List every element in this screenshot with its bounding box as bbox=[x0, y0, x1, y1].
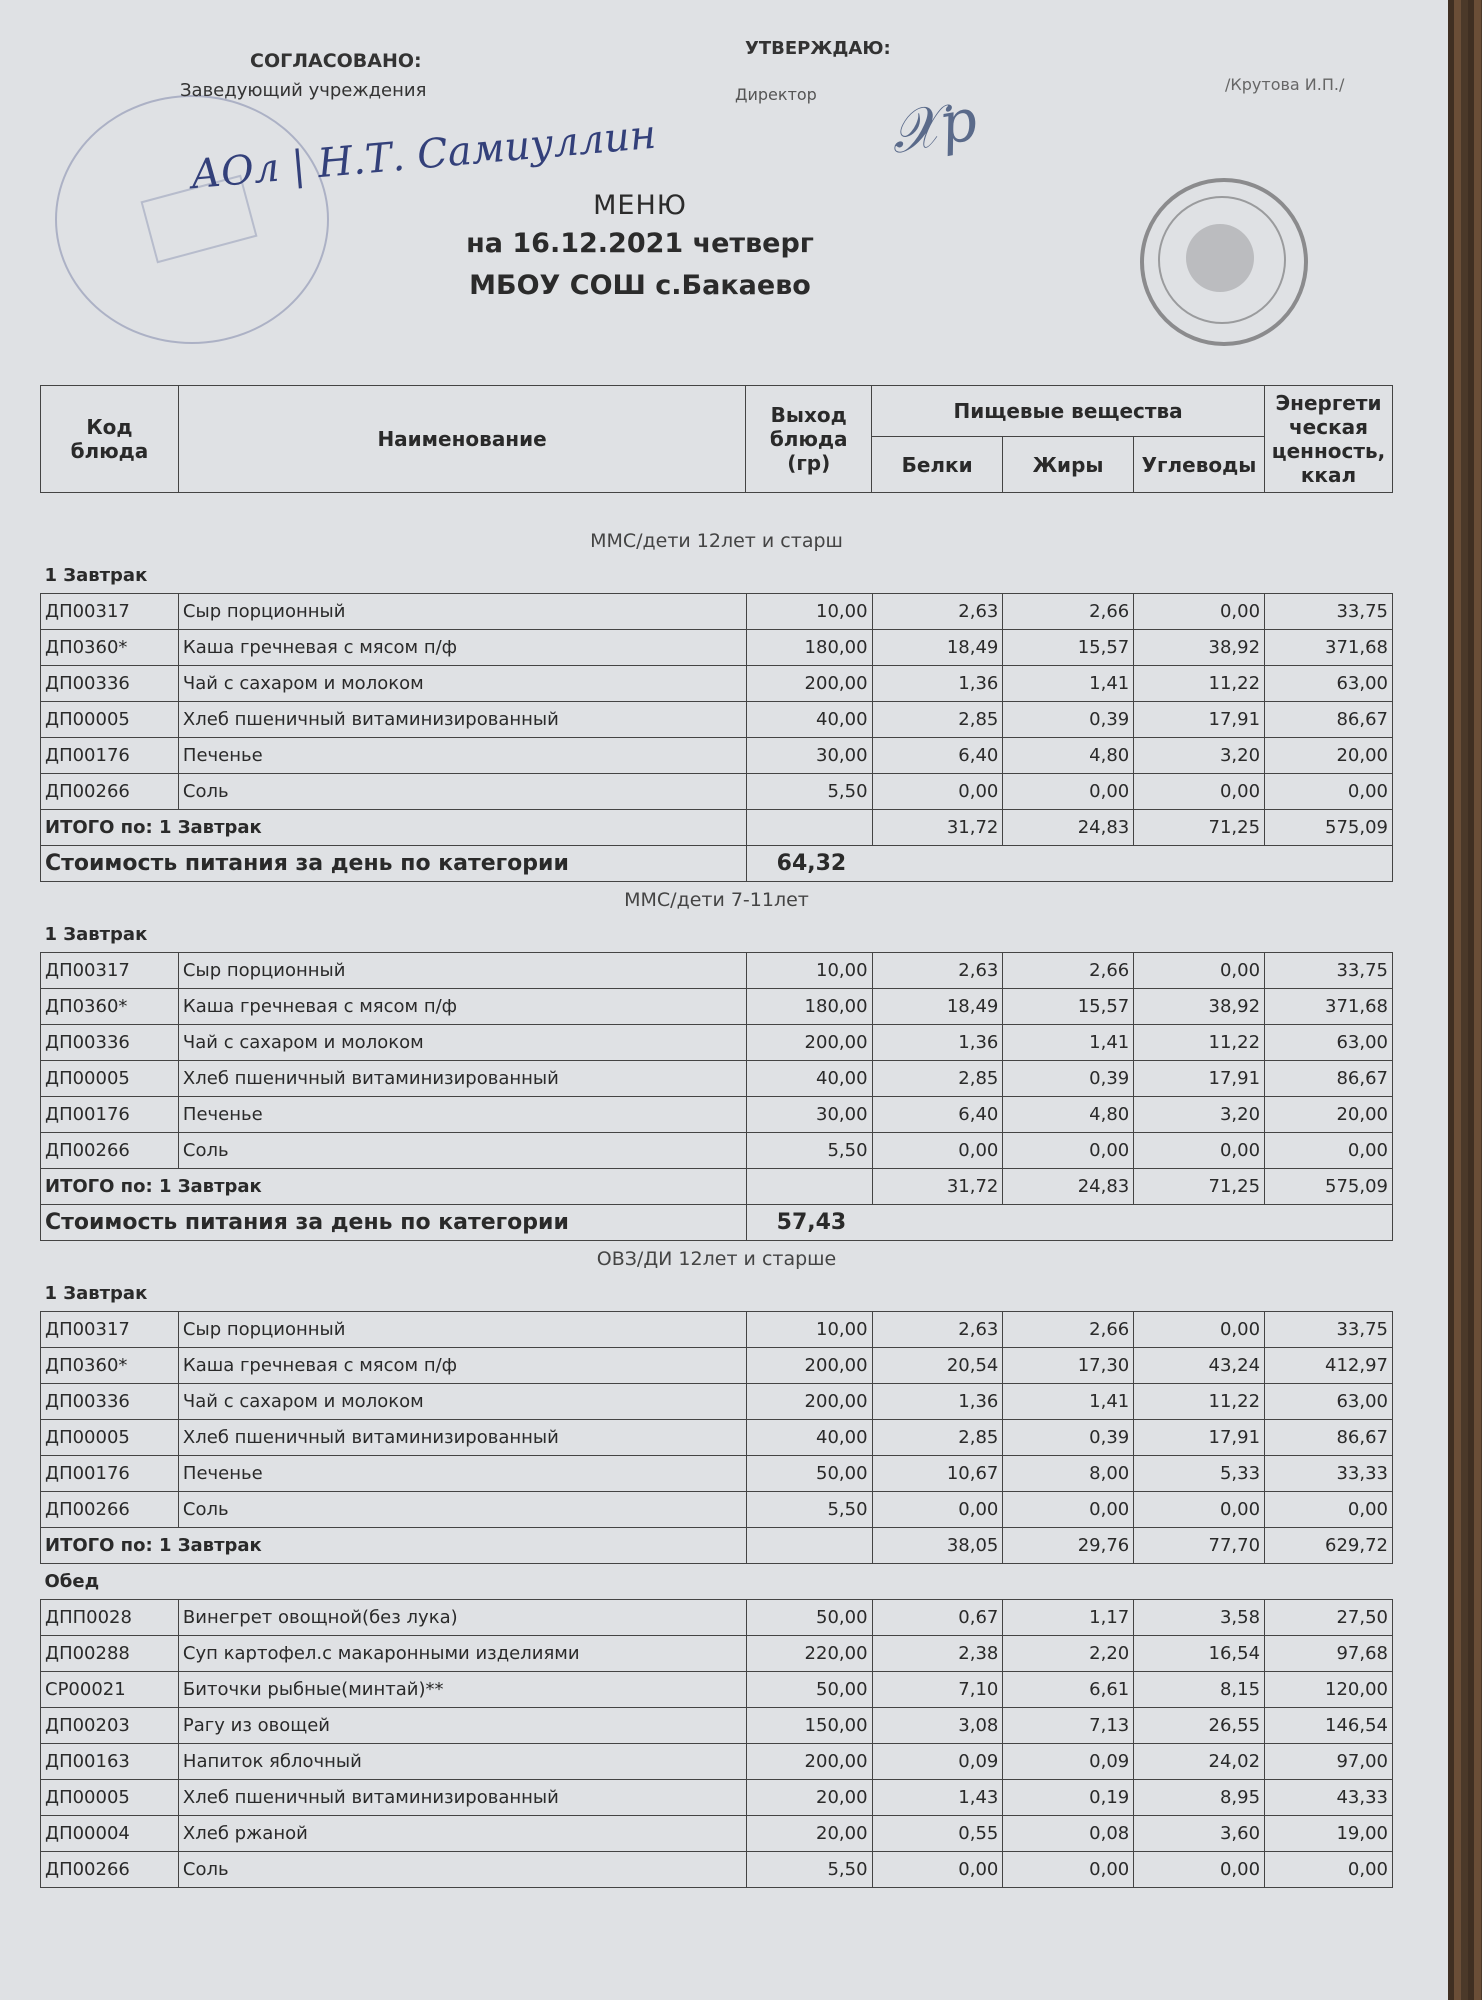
dish-fats: 2,20 bbox=[1003, 1636, 1134, 1672]
dish-energy: 120,00 bbox=[1265, 1672, 1393, 1708]
dish-yield: 180,00 bbox=[746, 989, 872, 1025]
cost-row bbox=[41, 1205, 1393, 1241]
dish-code: ДП00266 bbox=[41, 774, 179, 810]
dish-code: ДП00005 bbox=[41, 1061, 179, 1097]
category-row bbox=[41, 1241, 1393, 1277]
dish-yield: 30,00 bbox=[746, 738, 872, 774]
dish-yield: 150,00 bbox=[746, 1708, 872, 1744]
meal-row bbox=[41, 558, 1393, 594]
dish-proteins: 1,43 bbox=[872, 1780, 1003, 1816]
dish-energy: 63,00 bbox=[1265, 1025, 1393, 1061]
dish-yield: 50,00 bbox=[746, 1456, 872, 1492]
dish-name: Суп картофел.с макаронными изделиями bbox=[178, 1636, 746, 1672]
total-value: 77,70 bbox=[1134, 1528, 1265, 1564]
dish-proteins: 2,63 bbox=[872, 594, 1003, 630]
dish-name: Чай с сахаром и молоком bbox=[178, 1025, 746, 1061]
wooden-table-edge bbox=[1448, 0, 1482, 2000]
dish-yield: 40,00 bbox=[746, 1420, 872, 1456]
dish-code: ДП00176 bbox=[41, 1097, 179, 1133]
meal-title: 1 Завтрак bbox=[44, 924, 148, 945]
dish-proteins: 2,85 bbox=[872, 1420, 1003, 1456]
dish-yield: 200,00 bbox=[746, 1384, 872, 1420]
dish-energy: 33,75 bbox=[1265, 1312, 1393, 1348]
total-value: 71,25 bbox=[1134, 810, 1265, 846]
school-name: МБОУ СОШ с.Бакаево bbox=[469, 270, 811, 301]
dish-carbs: 17,91 bbox=[1134, 702, 1265, 738]
dish-energy: 0,00 bbox=[1265, 1492, 1393, 1528]
table-row bbox=[41, 1672, 1393, 1708]
dish-fats: 6,61 bbox=[1003, 1672, 1134, 1708]
dish-carbs: 3,58 bbox=[1134, 1600, 1265, 1636]
meal-row bbox=[41, 1276, 1393, 1312]
dish-code: ДП00336 bbox=[41, 666, 179, 702]
cost-label: Стоимость питания за день по категории bbox=[41, 1205, 747, 1241]
dish-fats: 15,57 bbox=[1003, 630, 1134, 666]
table-row bbox=[41, 1348, 1393, 1384]
dish-name: Соль bbox=[178, 1852, 746, 1888]
table-row bbox=[41, 1025, 1393, 1061]
col-carbs: Углеводы bbox=[1133, 437, 1264, 493]
table-row bbox=[41, 1312, 1393, 1348]
agreed-title: СОГЛАСОВАНО: bbox=[250, 50, 422, 72]
dish-code: ДП0360* bbox=[41, 1348, 179, 1384]
dish-proteins: 18,49 bbox=[872, 630, 1003, 666]
agreed-role: Заведующий учреждения bbox=[180, 80, 427, 101]
dish-yield: 5,50 bbox=[746, 774, 872, 810]
dish-carbs: 11,22 bbox=[1134, 666, 1265, 702]
dish-energy: 86,67 bbox=[1265, 1420, 1393, 1456]
dish-energy: 412,97 bbox=[1265, 1348, 1393, 1384]
dish-fats: 0,09 bbox=[1003, 1744, 1134, 1780]
dish-energy: 0,00 bbox=[1265, 774, 1393, 810]
dish-carbs: 38,92 bbox=[1134, 630, 1265, 666]
dish-yield: 220,00 bbox=[746, 1636, 872, 1672]
dish-name: Каша гречневая с мясом п/ф bbox=[178, 989, 746, 1025]
table-row bbox=[41, 1097, 1393, 1133]
dish-carbs: 3,20 bbox=[1134, 1097, 1265, 1133]
cost-label: Стоимость питания за день по категории bbox=[41, 846, 747, 882]
dish-name: Хлеб пшеничный витаминизированный bbox=[178, 702, 746, 738]
dish-name: Чай с сахаром и молоком bbox=[178, 1384, 746, 1420]
total-value: 575,09 bbox=[1265, 810, 1393, 846]
table-row bbox=[41, 1492, 1393, 1528]
dish-energy: 20,00 bbox=[1265, 1097, 1393, 1133]
dish-carbs: 5,33 bbox=[1134, 1456, 1265, 1492]
total-label: ИТОГО по: 1 Завтрак bbox=[41, 810, 747, 846]
dish-yield: 200,00 bbox=[746, 1348, 872, 1384]
dish-fats: 0,19 bbox=[1003, 1780, 1134, 1816]
approve-role: Директор bbox=[735, 85, 817, 104]
dish-name: Печенье bbox=[178, 738, 746, 774]
dish-yield: 200,00 bbox=[746, 666, 872, 702]
dish-code: ДП00336 bbox=[41, 1384, 179, 1420]
table-row bbox=[41, 702, 1393, 738]
dish-proteins: 0,00 bbox=[872, 1133, 1003, 1169]
meal-title: Обед bbox=[44, 1571, 100, 1592]
dish-carbs: 11,22 bbox=[1134, 1025, 1265, 1061]
dish-name: Сыр порционный bbox=[178, 594, 746, 630]
dish-energy: 371,68 bbox=[1265, 630, 1393, 666]
dish-name: Биточки рыбные(минтай)** bbox=[178, 1672, 746, 1708]
dish-proteins: 0,00 bbox=[872, 1852, 1003, 1888]
table-row bbox=[41, 1816, 1393, 1852]
total-value: 575,09 bbox=[1265, 1169, 1393, 1205]
total-yield-empty bbox=[746, 810, 872, 846]
dish-energy: 33,33 bbox=[1265, 1456, 1393, 1492]
dish-proteins: 2,63 bbox=[872, 953, 1003, 989]
table-row bbox=[41, 1061, 1393, 1097]
col-yield: Выход блюда (гр) bbox=[746, 386, 872, 493]
dish-carbs: 3,20 bbox=[1134, 738, 1265, 774]
total-value: 24,83 bbox=[1003, 1169, 1134, 1205]
total-value: 31,72 bbox=[872, 1169, 1003, 1205]
table-row bbox=[41, 1420, 1393, 1456]
dish-fats: 2,66 bbox=[1003, 1312, 1134, 1348]
meal-row bbox=[41, 917, 1393, 953]
dish-energy: 33,75 bbox=[1265, 594, 1393, 630]
category-title: ММС/дети 7-11лет bbox=[624, 888, 809, 911]
dish-carbs: 24,02 bbox=[1134, 1744, 1265, 1780]
dish-fats: 17,30 bbox=[1003, 1348, 1134, 1384]
dish-energy: 33,75 bbox=[1265, 953, 1393, 989]
dish-energy: 63,00 bbox=[1265, 1384, 1393, 1420]
dish-fats: 0,39 bbox=[1003, 1061, 1134, 1097]
dish-carbs: 0,00 bbox=[1134, 1312, 1265, 1348]
dish-code: ДП00163 bbox=[41, 1744, 179, 1780]
dish-yield: 10,00 bbox=[746, 594, 872, 630]
table-row bbox=[41, 1744, 1393, 1780]
dish-yield: 30,00 bbox=[746, 1097, 872, 1133]
dish-proteins: 1,36 bbox=[872, 1384, 1003, 1420]
table-row bbox=[41, 1600, 1393, 1636]
dish-code: ДП0360* bbox=[41, 630, 179, 666]
dish-fats: 0,00 bbox=[1003, 1492, 1134, 1528]
dish-name: Рагу из овощей bbox=[178, 1708, 746, 1744]
dish-yield: 40,00 bbox=[746, 702, 872, 738]
dish-energy: 20,00 bbox=[1265, 738, 1393, 774]
dish-code: ДП0360* bbox=[41, 989, 179, 1025]
dish-carbs: 16,54 bbox=[1134, 1636, 1265, 1672]
dish-fats: 1,41 bbox=[1003, 666, 1134, 702]
dish-fats: 4,80 bbox=[1003, 738, 1134, 774]
dish-yield: 10,00 bbox=[746, 1312, 872, 1348]
dish-energy: 97,68 bbox=[1265, 1636, 1393, 1672]
dish-proteins: 6,40 bbox=[872, 738, 1003, 774]
dish-proteins: 0,00 bbox=[872, 774, 1003, 810]
dish-yield: 180,00 bbox=[746, 630, 872, 666]
total-value: 24,83 bbox=[1003, 810, 1134, 846]
dish-code: ДП00005 bbox=[41, 702, 179, 738]
dish-name: Каша гречневая с мясом п/ф bbox=[178, 630, 746, 666]
dish-name: Соль bbox=[178, 774, 746, 810]
dish-fats: 0,00 bbox=[1003, 1133, 1134, 1169]
dish-proteins: 0,55 bbox=[872, 1816, 1003, 1852]
table-row bbox=[41, 953, 1393, 989]
dish-carbs: 0,00 bbox=[1134, 953, 1265, 989]
table-row bbox=[41, 1636, 1393, 1672]
dish-code: ДП00288 bbox=[41, 1636, 179, 1672]
dish-yield: 20,00 bbox=[746, 1816, 872, 1852]
dish-proteins: 7,10 bbox=[872, 1672, 1003, 1708]
dish-energy: 97,00 bbox=[1265, 1744, 1393, 1780]
dish-proteins: 1,36 bbox=[872, 1025, 1003, 1061]
dish-carbs: 17,91 bbox=[1134, 1420, 1265, 1456]
category-title: ММС/дети 12лет и старш bbox=[590, 529, 843, 552]
dish-fats: 1,41 bbox=[1003, 1025, 1134, 1061]
dish-proteins: 2,38 bbox=[872, 1636, 1003, 1672]
total-value: 31,72 bbox=[872, 810, 1003, 846]
table-row bbox=[41, 1852, 1393, 1888]
dish-code: ДП00176 bbox=[41, 738, 179, 774]
dish-code: ДП00266 bbox=[41, 1133, 179, 1169]
dish-energy: 27,50 bbox=[1265, 1600, 1393, 1636]
table-row bbox=[41, 1708, 1393, 1744]
director-name: /Крутова И.П./ bbox=[1225, 75, 1345, 94]
table-row bbox=[41, 594, 1393, 630]
dish-yield: 10,00 bbox=[746, 953, 872, 989]
dish-fats: 1,17 bbox=[1003, 1600, 1134, 1636]
dish-name: Соль bbox=[178, 1492, 746, 1528]
table-row bbox=[41, 989, 1393, 1025]
menu-title: МЕНЮ bbox=[593, 190, 687, 221]
total-value: 71,25 bbox=[1134, 1169, 1265, 1205]
dish-name: Печенье bbox=[178, 1097, 746, 1133]
dish-name: Чай с сахаром и молоком bbox=[178, 666, 746, 702]
dish-fats: 4,80 bbox=[1003, 1097, 1134, 1133]
menu-date: на 16.12.2021 четверг bbox=[466, 228, 814, 259]
column-header-table bbox=[40, 385, 1393, 493]
dish-yield: 5,50 bbox=[746, 1492, 872, 1528]
total-row bbox=[41, 810, 1393, 846]
dish-carbs: 17,91 bbox=[1134, 1061, 1265, 1097]
col-proteins: Белки bbox=[872, 437, 1003, 493]
dish-name: Напиток яблочный bbox=[178, 1744, 746, 1780]
total-row bbox=[41, 1528, 1393, 1564]
dish-yield: 50,00 bbox=[746, 1672, 872, 1708]
dish-carbs: 0,00 bbox=[1134, 594, 1265, 630]
dish-proteins: 0,00 bbox=[872, 1492, 1003, 1528]
dish-name: Винегрет овощной(без лука) bbox=[178, 1600, 746, 1636]
dish-proteins: 3,08 bbox=[872, 1708, 1003, 1744]
category-row bbox=[41, 523, 1393, 558]
dish-carbs: 26,55 bbox=[1134, 1708, 1265, 1744]
menu-table bbox=[40, 523, 1393, 1888]
dish-name: Хлеб ржаной bbox=[178, 1816, 746, 1852]
dish-code: ДП00005 bbox=[41, 1780, 179, 1816]
total-label: ИТОГО по: 1 Завтрак bbox=[41, 1169, 747, 1205]
dish-proteins: 1,36 bbox=[872, 666, 1003, 702]
dish-proteins: 2,85 bbox=[872, 702, 1003, 738]
total-yield-empty bbox=[746, 1169, 872, 1205]
dish-carbs: 11,22 bbox=[1134, 1384, 1265, 1420]
dish-energy: 86,67 bbox=[1265, 1061, 1393, 1097]
dish-fats: 0,08 bbox=[1003, 1816, 1134, 1852]
dish-carbs: 0,00 bbox=[1134, 774, 1265, 810]
col-energy: Энергети ческая ценность, ккал bbox=[1264, 386, 1392, 493]
dish-energy: 0,00 bbox=[1265, 1133, 1393, 1169]
dish-code: ДП00005 bbox=[41, 1420, 179, 1456]
dish-energy: 19,00 bbox=[1265, 1816, 1393, 1852]
agreed-signature: АОл | Н.Т. Самиуллин bbox=[188, 111, 658, 199]
dish-fats: 8,00 bbox=[1003, 1456, 1134, 1492]
col-name: Наименование bbox=[178, 386, 745, 493]
table-row bbox=[41, 1384, 1393, 1420]
dish-carbs: 0,00 bbox=[1134, 1133, 1265, 1169]
dish-name: Печенье bbox=[178, 1456, 746, 1492]
dish-carbs: 43,24 bbox=[1134, 1348, 1265, 1384]
table-row bbox=[41, 1133, 1393, 1169]
dish-name: Хлеб пшеничный витаминизированный bbox=[178, 1780, 746, 1816]
dish-code: ДП00317 bbox=[41, 594, 179, 630]
dish-fats: 2,66 bbox=[1003, 953, 1134, 989]
dish-fats: 2,66 bbox=[1003, 594, 1134, 630]
dish-fats: 0,39 bbox=[1003, 702, 1134, 738]
dish-fats: 7,13 bbox=[1003, 1708, 1134, 1744]
dish-yield: 200,00 bbox=[746, 1744, 872, 1780]
dish-carbs: 8,95 bbox=[1134, 1780, 1265, 1816]
total-row bbox=[41, 1169, 1393, 1205]
dish-proteins: 10,67 bbox=[872, 1456, 1003, 1492]
dish-code: ДП00176 bbox=[41, 1456, 179, 1492]
total-value: 629,72 bbox=[1265, 1528, 1393, 1564]
col-code: Код блюда bbox=[41, 386, 179, 493]
dish-energy: 146,54 bbox=[1265, 1708, 1393, 1744]
table-row bbox=[41, 1456, 1393, 1492]
total-value: 29,76 bbox=[1003, 1528, 1134, 1564]
table-row bbox=[41, 774, 1393, 810]
dish-name: Соль bbox=[178, 1133, 746, 1169]
dish-yield: 50,00 bbox=[746, 1600, 872, 1636]
dish-yield: 5,50 bbox=[746, 1133, 872, 1169]
dish-proteins: 0,09 bbox=[872, 1744, 1003, 1780]
category-row bbox=[41, 882, 1393, 918]
dish-name: Сыр порционный bbox=[178, 953, 746, 989]
dish-energy: 86,67 bbox=[1265, 702, 1393, 738]
dish-yield: 20,00 bbox=[746, 1780, 872, 1816]
director-signature: 𝒳р bbox=[884, 84, 983, 168]
approve-title: УТВЕРЖДАЮ: bbox=[745, 38, 891, 59]
dish-carbs: 8,15 bbox=[1134, 1672, 1265, 1708]
table-row bbox=[41, 666, 1393, 702]
dish-code: СР00021 bbox=[41, 1672, 179, 1708]
dish-proteins: 2,85 bbox=[872, 1061, 1003, 1097]
cost-value: 57,43 bbox=[746, 1205, 1392, 1241]
dish-name: Сыр порционный bbox=[178, 1312, 746, 1348]
dish-yield: 200,00 bbox=[746, 1025, 872, 1061]
dish-carbs: 0,00 bbox=[1134, 1492, 1265, 1528]
dish-carbs: 38,92 bbox=[1134, 989, 1265, 1025]
table-row bbox=[41, 1780, 1393, 1816]
dish-name: Хлеб пшеничный витаминизированный bbox=[178, 1420, 746, 1456]
total-yield-empty bbox=[746, 1528, 872, 1564]
total-value: 38,05 bbox=[872, 1528, 1003, 1564]
table-row bbox=[41, 738, 1393, 774]
dish-code: ДП00317 bbox=[41, 953, 179, 989]
dish-code: ДПП0028 bbox=[41, 1600, 179, 1636]
cost-value: 64,32 bbox=[746, 846, 1392, 882]
dish-proteins: 2,63 bbox=[872, 1312, 1003, 1348]
col-nutrients: Пищевые вещества bbox=[872, 386, 1265, 437]
dish-fats: 1,41 bbox=[1003, 1384, 1134, 1420]
category-title: ОВЗ/ДИ 12лет и старше bbox=[596, 1247, 837, 1270]
dish-carbs: 3,60 bbox=[1134, 1816, 1265, 1852]
dish-energy: 63,00 bbox=[1265, 666, 1393, 702]
dish-code: ДП00336 bbox=[41, 1025, 179, 1061]
meal-title: 1 Завтрак bbox=[44, 565, 148, 586]
col-fats: Жиры bbox=[1003, 437, 1134, 493]
dish-code: ДП00203 bbox=[41, 1708, 179, 1744]
dish-name: Каша гречневая с мясом п/ф bbox=[178, 1348, 746, 1384]
dish-yield: 40,00 bbox=[746, 1061, 872, 1097]
dish-code: ДП00004 bbox=[41, 1816, 179, 1852]
dish-name: Хлеб пшеничный витаминизированный bbox=[178, 1061, 746, 1097]
dish-code: ДП00266 bbox=[41, 1852, 179, 1888]
meal-title: 1 Завтрак bbox=[44, 1283, 148, 1304]
cost-row bbox=[41, 846, 1393, 882]
dish-carbs: 0,00 bbox=[1134, 1852, 1265, 1888]
dish-energy: 43,33 bbox=[1265, 1780, 1393, 1816]
dish-proteins: 18,49 bbox=[872, 989, 1003, 1025]
dish-yield: 5,50 bbox=[746, 1852, 872, 1888]
table-row bbox=[41, 630, 1393, 666]
dish-fats: 0,00 bbox=[1003, 1852, 1134, 1888]
dish-energy: 371,68 bbox=[1265, 989, 1393, 1025]
dish-fats: 0,00 bbox=[1003, 774, 1134, 810]
dish-proteins: 0,67 bbox=[872, 1600, 1003, 1636]
meal-row bbox=[41, 1564, 1393, 1600]
dish-energy: 0,00 bbox=[1265, 1852, 1393, 1888]
dish-code: ДП00317 bbox=[41, 1312, 179, 1348]
dish-proteins: 6,40 bbox=[872, 1097, 1003, 1133]
dish-code: ДП00266 bbox=[41, 1492, 179, 1528]
dish-fats: 15,57 bbox=[1003, 989, 1134, 1025]
dish-proteins: 20,54 bbox=[872, 1348, 1003, 1384]
dish-fats: 0,39 bbox=[1003, 1420, 1134, 1456]
total-label: ИТОГО по: 1 Завтрак bbox=[41, 1528, 747, 1564]
